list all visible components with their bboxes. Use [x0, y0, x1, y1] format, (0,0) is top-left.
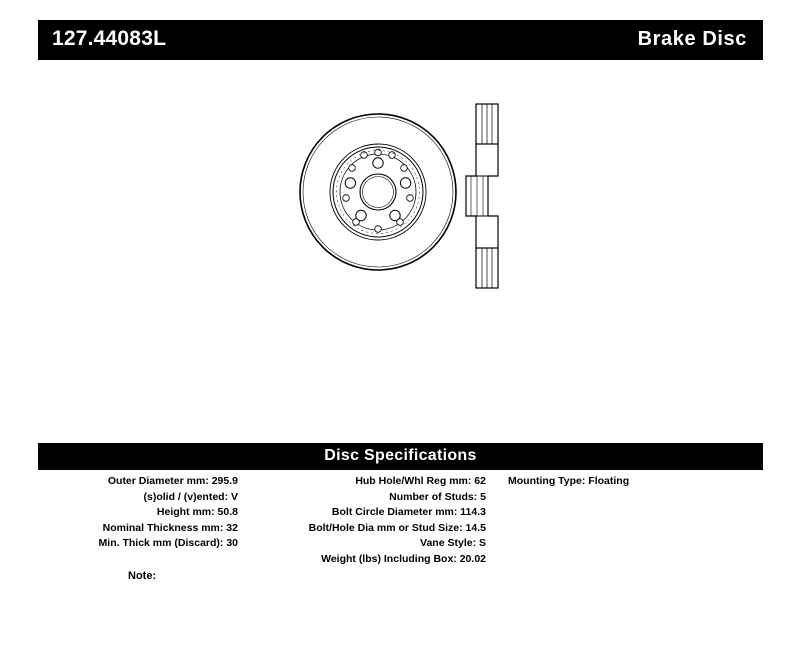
- part-number: 127.44083L: [52, 27, 167, 50]
- spec-column-left: [38, 474, 238, 552]
- spec-item: Hub Hole/Whl Reg mm: 62: [355, 475, 486, 487]
- spec-column-middle: [254, 474, 486, 567]
- spec-item: Bolt/Hole Dia mm or Stud Size: 14.5: [308, 521, 486, 534]
- spec-item: Outer Diameter mm: 295.9: [107, 475, 238, 487]
- spec-item: (s)olid / (v)ented: V: [143, 490, 238, 503]
- spec-item: Weight (lbs) Including Box: 20.02: [321, 552, 486, 565]
- rotor-edge-svg: [458, 96, 528, 296]
- spec-column-right: [508, 474, 758, 490]
- spec-section-title: Disc Specifications: [324, 447, 477, 464]
- spec-item: Nominal Thickness mm: 32: [102, 521, 238, 534]
- note-label: Note:: [128, 570, 157, 582]
- spec-item: Bolt Circle Diameter mm: 114.3: [331, 506, 486, 518]
- spec-section-header: [38, 443, 763, 470]
- spec-item: Number of Studs: 5: [389, 490, 486, 503]
- spec-item: Mounting Type: Floating: [508, 475, 630, 487]
- rotor-edge-view: [458, 96, 528, 296]
- rotor-face-view: [288, 102, 468, 282]
- page-title: Brake Disc: [637, 28, 747, 50]
- header-bar: [38, 20, 763, 60]
- spec-body: [38, 474, 763, 604]
- spec-item: Vane Style: S: [420, 537, 486, 549]
- spec-item: Min. Thick mm (Discard): 30: [98, 537, 238, 549]
- drawing-area: [38, 70, 763, 430]
- rotor-face-svg: [288, 102, 468, 282]
- spec-item: Height mm: 50.8: [156, 506, 238, 518]
